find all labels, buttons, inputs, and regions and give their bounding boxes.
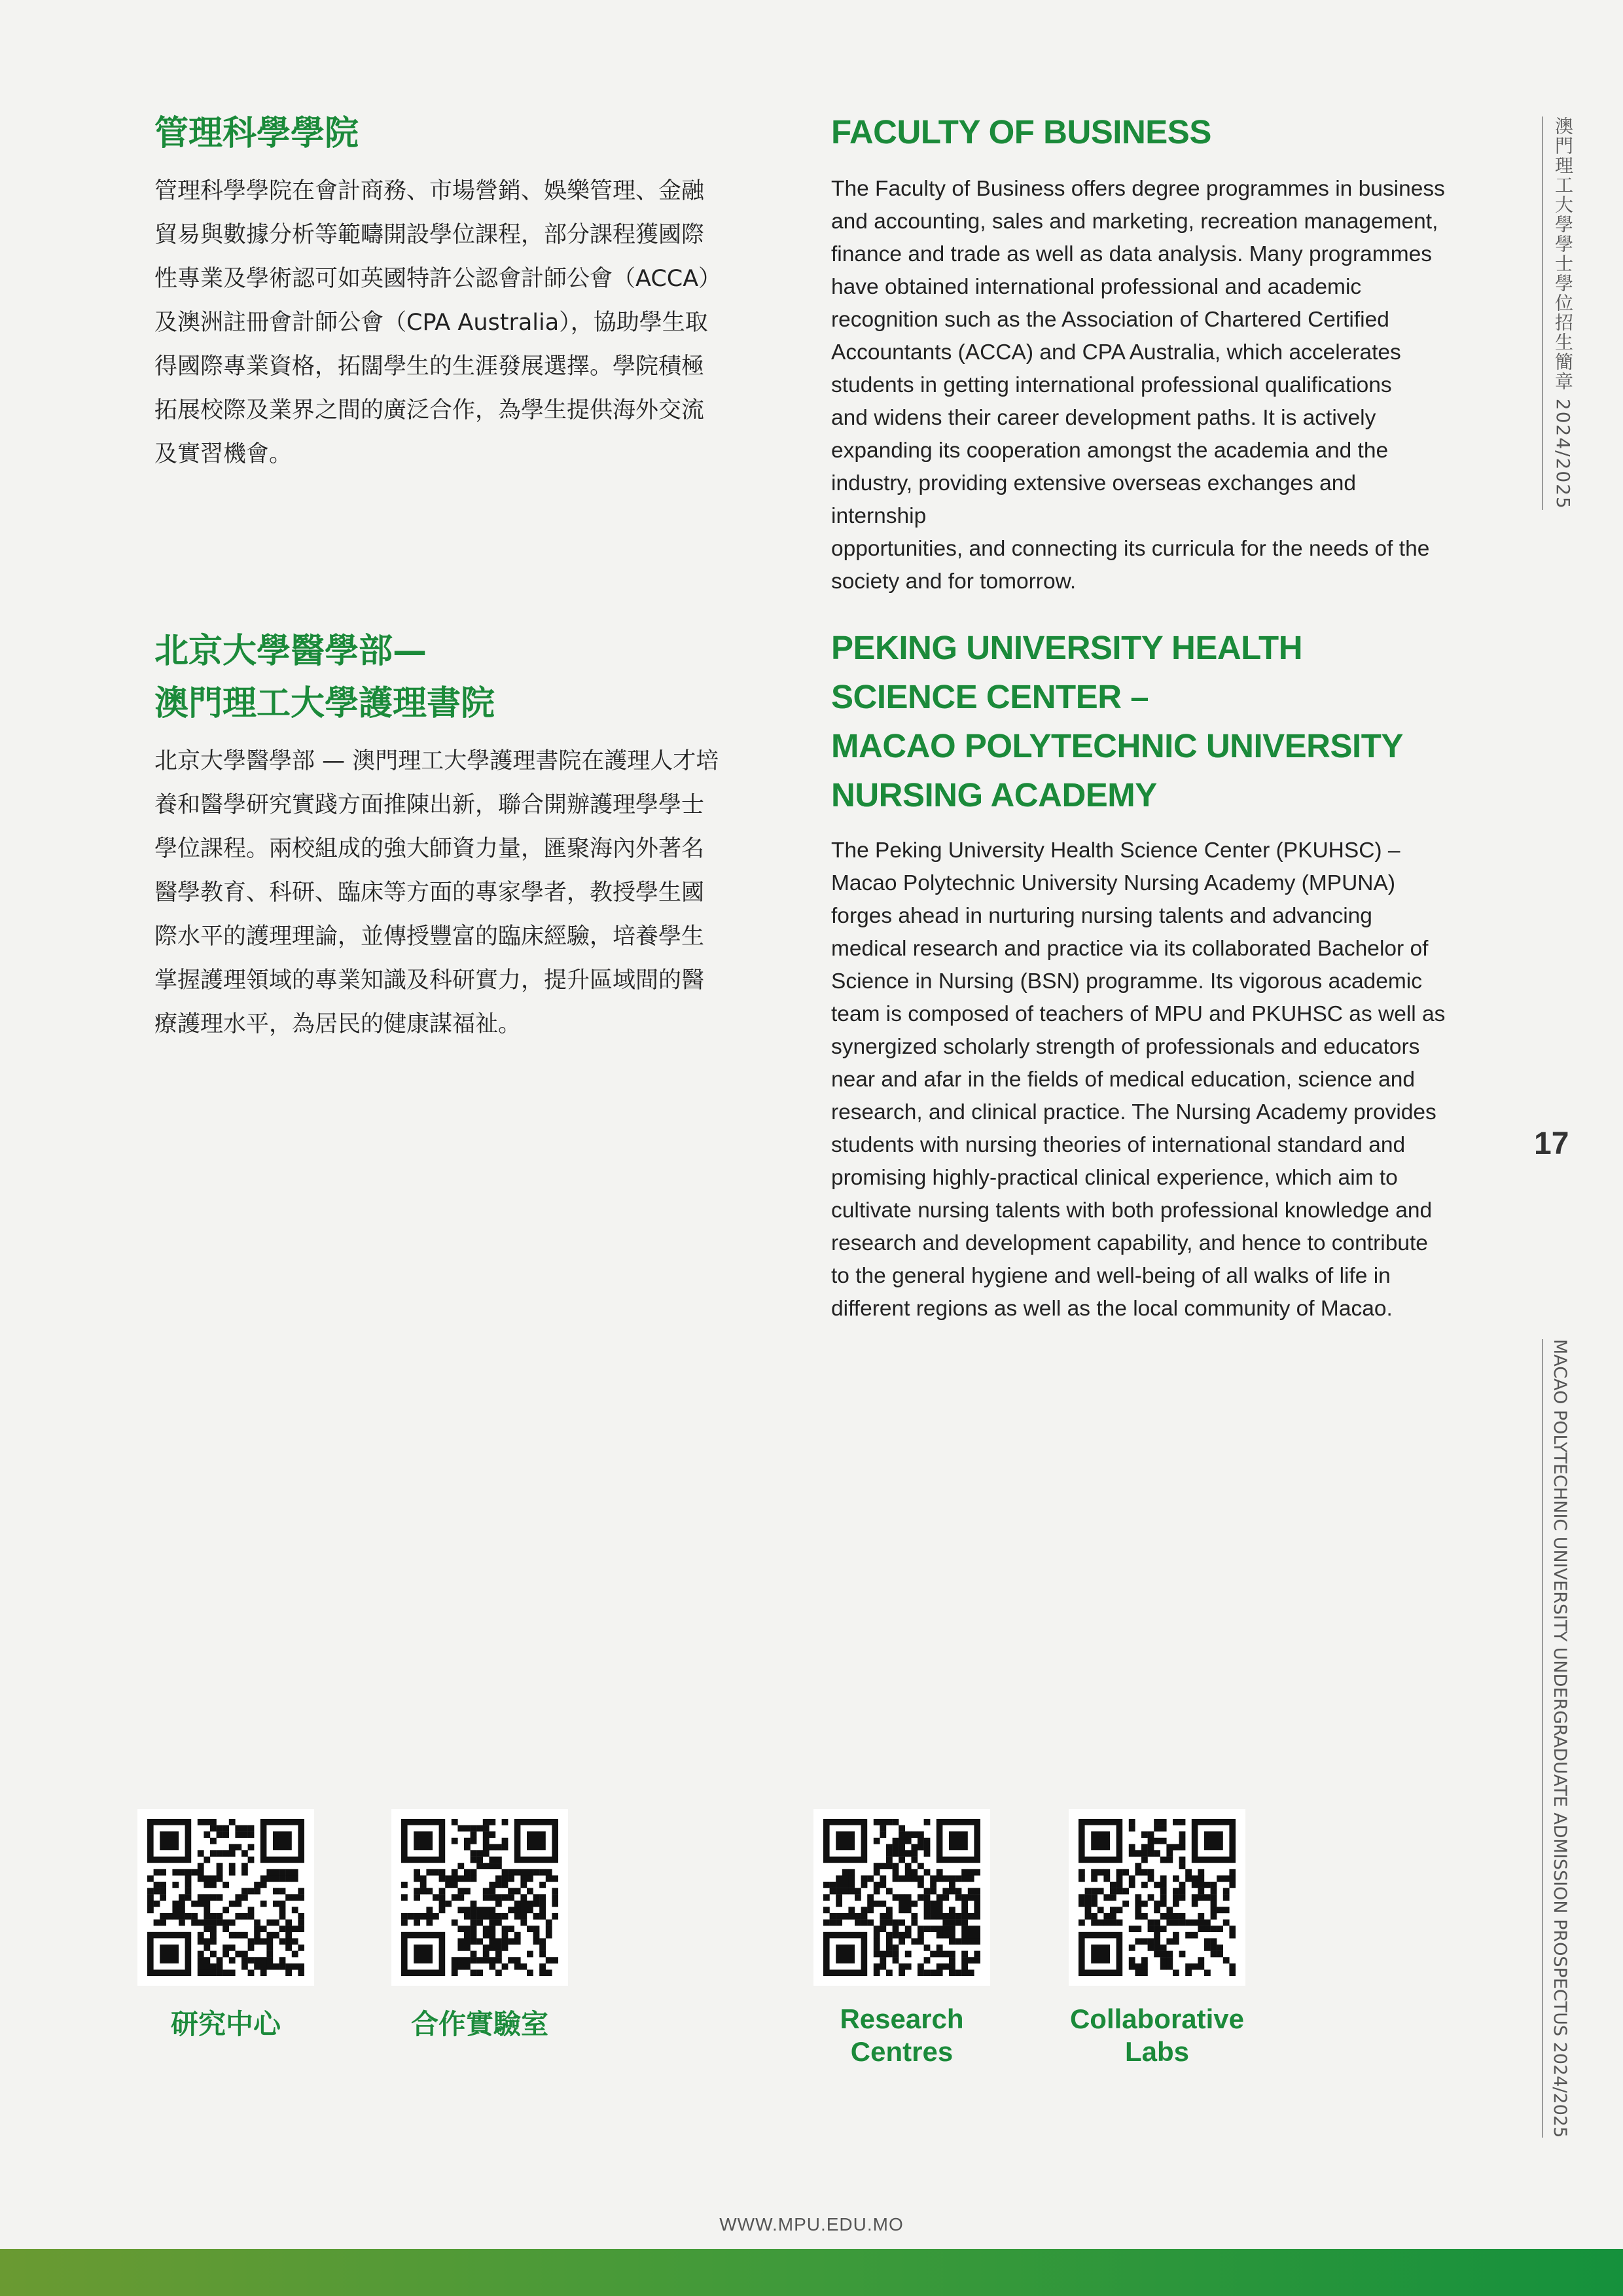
- qr-code-research-centres-zh[interactable]: [137, 1809, 314, 1986]
- text-line: recognition such as the Association of Chartered Certified: [831, 308, 1389, 332]
- text-line: 性專業及學術認可如英國特許公認會計師公會（ACCA）: [154, 266, 722, 292]
- text-line: research, and clinical practice. The Nursing Academy provides: [831, 1100, 1436, 1124]
- text-line: expanding its cooperation amongst the academia and the: [831, 439, 1389, 463]
- text-line: 北京大學醫學部 — 澳門理工大學護理書院在護理人才培: [154, 748, 719, 774]
- qr-code-collab-labs-zh[interactable]: [391, 1809, 568, 1986]
- section-body-en-nursing: [831, 834, 1454, 1325]
- text-line: 管理科學學院在會計商務、市場營銷、娛樂管理、金融: [154, 178, 705, 204]
- qr-code-icon: [401, 1819, 558, 1976]
- text-line: The Peking University Health Science Center (PKUHSC) –: [831, 838, 1400, 863]
- qr-label-collab-labs-zh: 合作實驗室: [410, 2008, 548, 2040]
- text-line: opportunities, and connecting its curricula for the needs of the: [831, 537, 1430, 561]
- text-line: industry, providing extensive overseas exchanges and internship: [831, 471, 1356, 528]
- text-line: 掌握護理領域的專業知識及科研實力，提升區域間的醫: [154, 967, 705, 994]
- title-line: 北京大學醫學部—: [154, 632, 427, 671]
- title-line: SCIENCE CENTER –: [831, 678, 1149, 715]
- qr-code-research-centres-en[interactable]: [813, 1809, 990, 1986]
- text-line: students with nursing theories of international standard and: [831, 1133, 1406, 1157]
- qr-code-icon: [147, 1819, 304, 1976]
- qr-code-icon: [1079, 1819, 1236, 1976]
- text-line: to the general hygiene and well-being of all walks of life in: [831, 1264, 1391, 1288]
- page-number: 17: [1534, 1126, 1569, 1161]
- text-line: Macao Polytechnic University Nursing Academy (MPUNA): [831, 871, 1395, 895]
- label-line: Labs: [1124, 2036, 1190, 2067]
- label-line: Centres: [850, 2036, 954, 2067]
- section-title-en-business: FACULTY OF BUSINESS: [831, 113, 1211, 151]
- section-body-zh-nursing: [154, 740, 779, 1047]
- text-line: 療護理水平，為居民的健康謀福祉。: [154, 1011, 522, 1037]
- sidebar-title-zh: 澳門理工大學學士學位招生簡章 2024/2025: [1542, 117, 1576, 510]
- text-line: cultivate nursing talents with both professional knowledge and: [831, 1198, 1433, 1223]
- title-line: MACAO POLYTECHNIC UNIVERSITY: [831, 727, 1403, 764]
- section-title-en-nursing: [831, 623, 1403, 819]
- title-line: NURSING ACADEMY: [831, 776, 1157, 814]
- footer-url-link[interactable]: WWW.MPU.EDU.MO: [719, 2214, 904, 2234]
- section-title-zh-nursing: [154, 625, 495, 730]
- section-body-zh-business: [154, 170, 779, 476]
- text-line: and accounting, sales and marketing, recreation management,: [831, 209, 1438, 234]
- text-line: forges ahead in nurturing nursing talents and advancing: [831, 904, 1372, 928]
- text-line: Science in Nursing (BSN) programme. Its vigorous academic: [831, 969, 1422, 994]
- label-line: Research: [840, 2003, 964, 2034]
- text-line: 及澳洲註冊會計師公會（CPA Australia），協助學生取: [154, 310, 708, 336]
- text-line: 及實習機會。: [154, 441, 293, 467]
- text-line: medical research and practice via its collaborated Bachelor of: [831, 937, 1429, 961]
- qr-code-collab-labs-en[interactable]: [1069, 1809, 1245, 1986]
- text-line: promising highly-practical clinical experience, which aim to: [831, 1166, 1398, 1190]
- text-line: different regions as well as the local community of Macao.: [831, 1297, 1393, 1321]
- text-line: team is composed of teachers of MPU and PKUHSC as well as: [831, 1002, 1446, 1026]
- text-line: 學位課程。兩校組成的強大師資力量，匯聚海內外著名: [154, 836, 705, 862]
- text-line: society and for tomorrow.: [831, 569, 1077, 594]
- qr-label-research-centres-en: [804, 2003, 1000, 2068]
- text-line: 貿易與數據分析等範疇開設學位課程，部分課程獲國際: [154, 222, 705, 248]
- text-line: 際水平的護理理論，並傳授豐富的臨床經驗，培養學生: [154, 924, 705, 950]
- text-line: and widens their career development paths. It is actively: [831, 406, 1376, 430]
- text-line: synergized scholarly strength of professionals and educators: [831, 1035, 1420, 1059]
- text-line: 拓展校際及業界之間的廣泛合作，為學生提供海外交流: [154, 397, 705, 423]
- sidebar-title-en: MACAO POLYTECHNIC UNIVERSITY UNDERGRADUATE ADMISSION PROSPECTUS 2024/2025: [1542, 1339, 1570, 2138]
- title-line: PEKING UNIVERSITY HEALTH: [831, 629, 1303, 666]
- text-line: 醫學教育、科研、臨床等方面的專家學者，教授學生國: [154, 880, 705, 906]
- text-line: The Faculty of Business offers degree programmes in business: [831, 177, 1445, 201]
- text-line: near and afar in the fields of medical education, science and: [831, 1067, 1416, 1092]
- text-line: research and development capability, and hence to contribute: [831, 1231, 1428, 1255]
- footer-bar: [0, 2249, 1623, 2296]
- title-line: 澳門理工大學護理書院: [154, 684, 495, 723]
- section-title-zh-business: 管理科學學院: [154, 114, 359, 153]
- qr-label-research-centres-zh: 研究中心: [170, 2008, 281, 2040]
- qr-label-collab-labs-en: [1059, 2003, 1255, 2068]
- text-line: 得國際專業資格，拓闊學生的生涯發展選擇。學院積極: [154, 353, 705, 380]
- qr-code-icon: [823, 1819, 980, 1976]
- text-line: Accountants (ACCA) and CPA Australia, which accelerates: [831, 340, 1401, 365]
- section-body-en-business: [831, 173, 1454, 598]
- label-line: Collaborative: [1069, 2003, 1245, 2034]
- text-line: have obtained international professional and academic: [831, 275, 1362, 299]
- text-line: finance and trade as well as data analysis. Many programmes: [831, 242, 1432, 266]
- text-line: 養和醫學研究實踐方面推陳出新，聯合開辦護理學學士: [154, 792, 705, 818]
- text-line: students in getting international professional qualifications: [831, 373, 1392, 397]
